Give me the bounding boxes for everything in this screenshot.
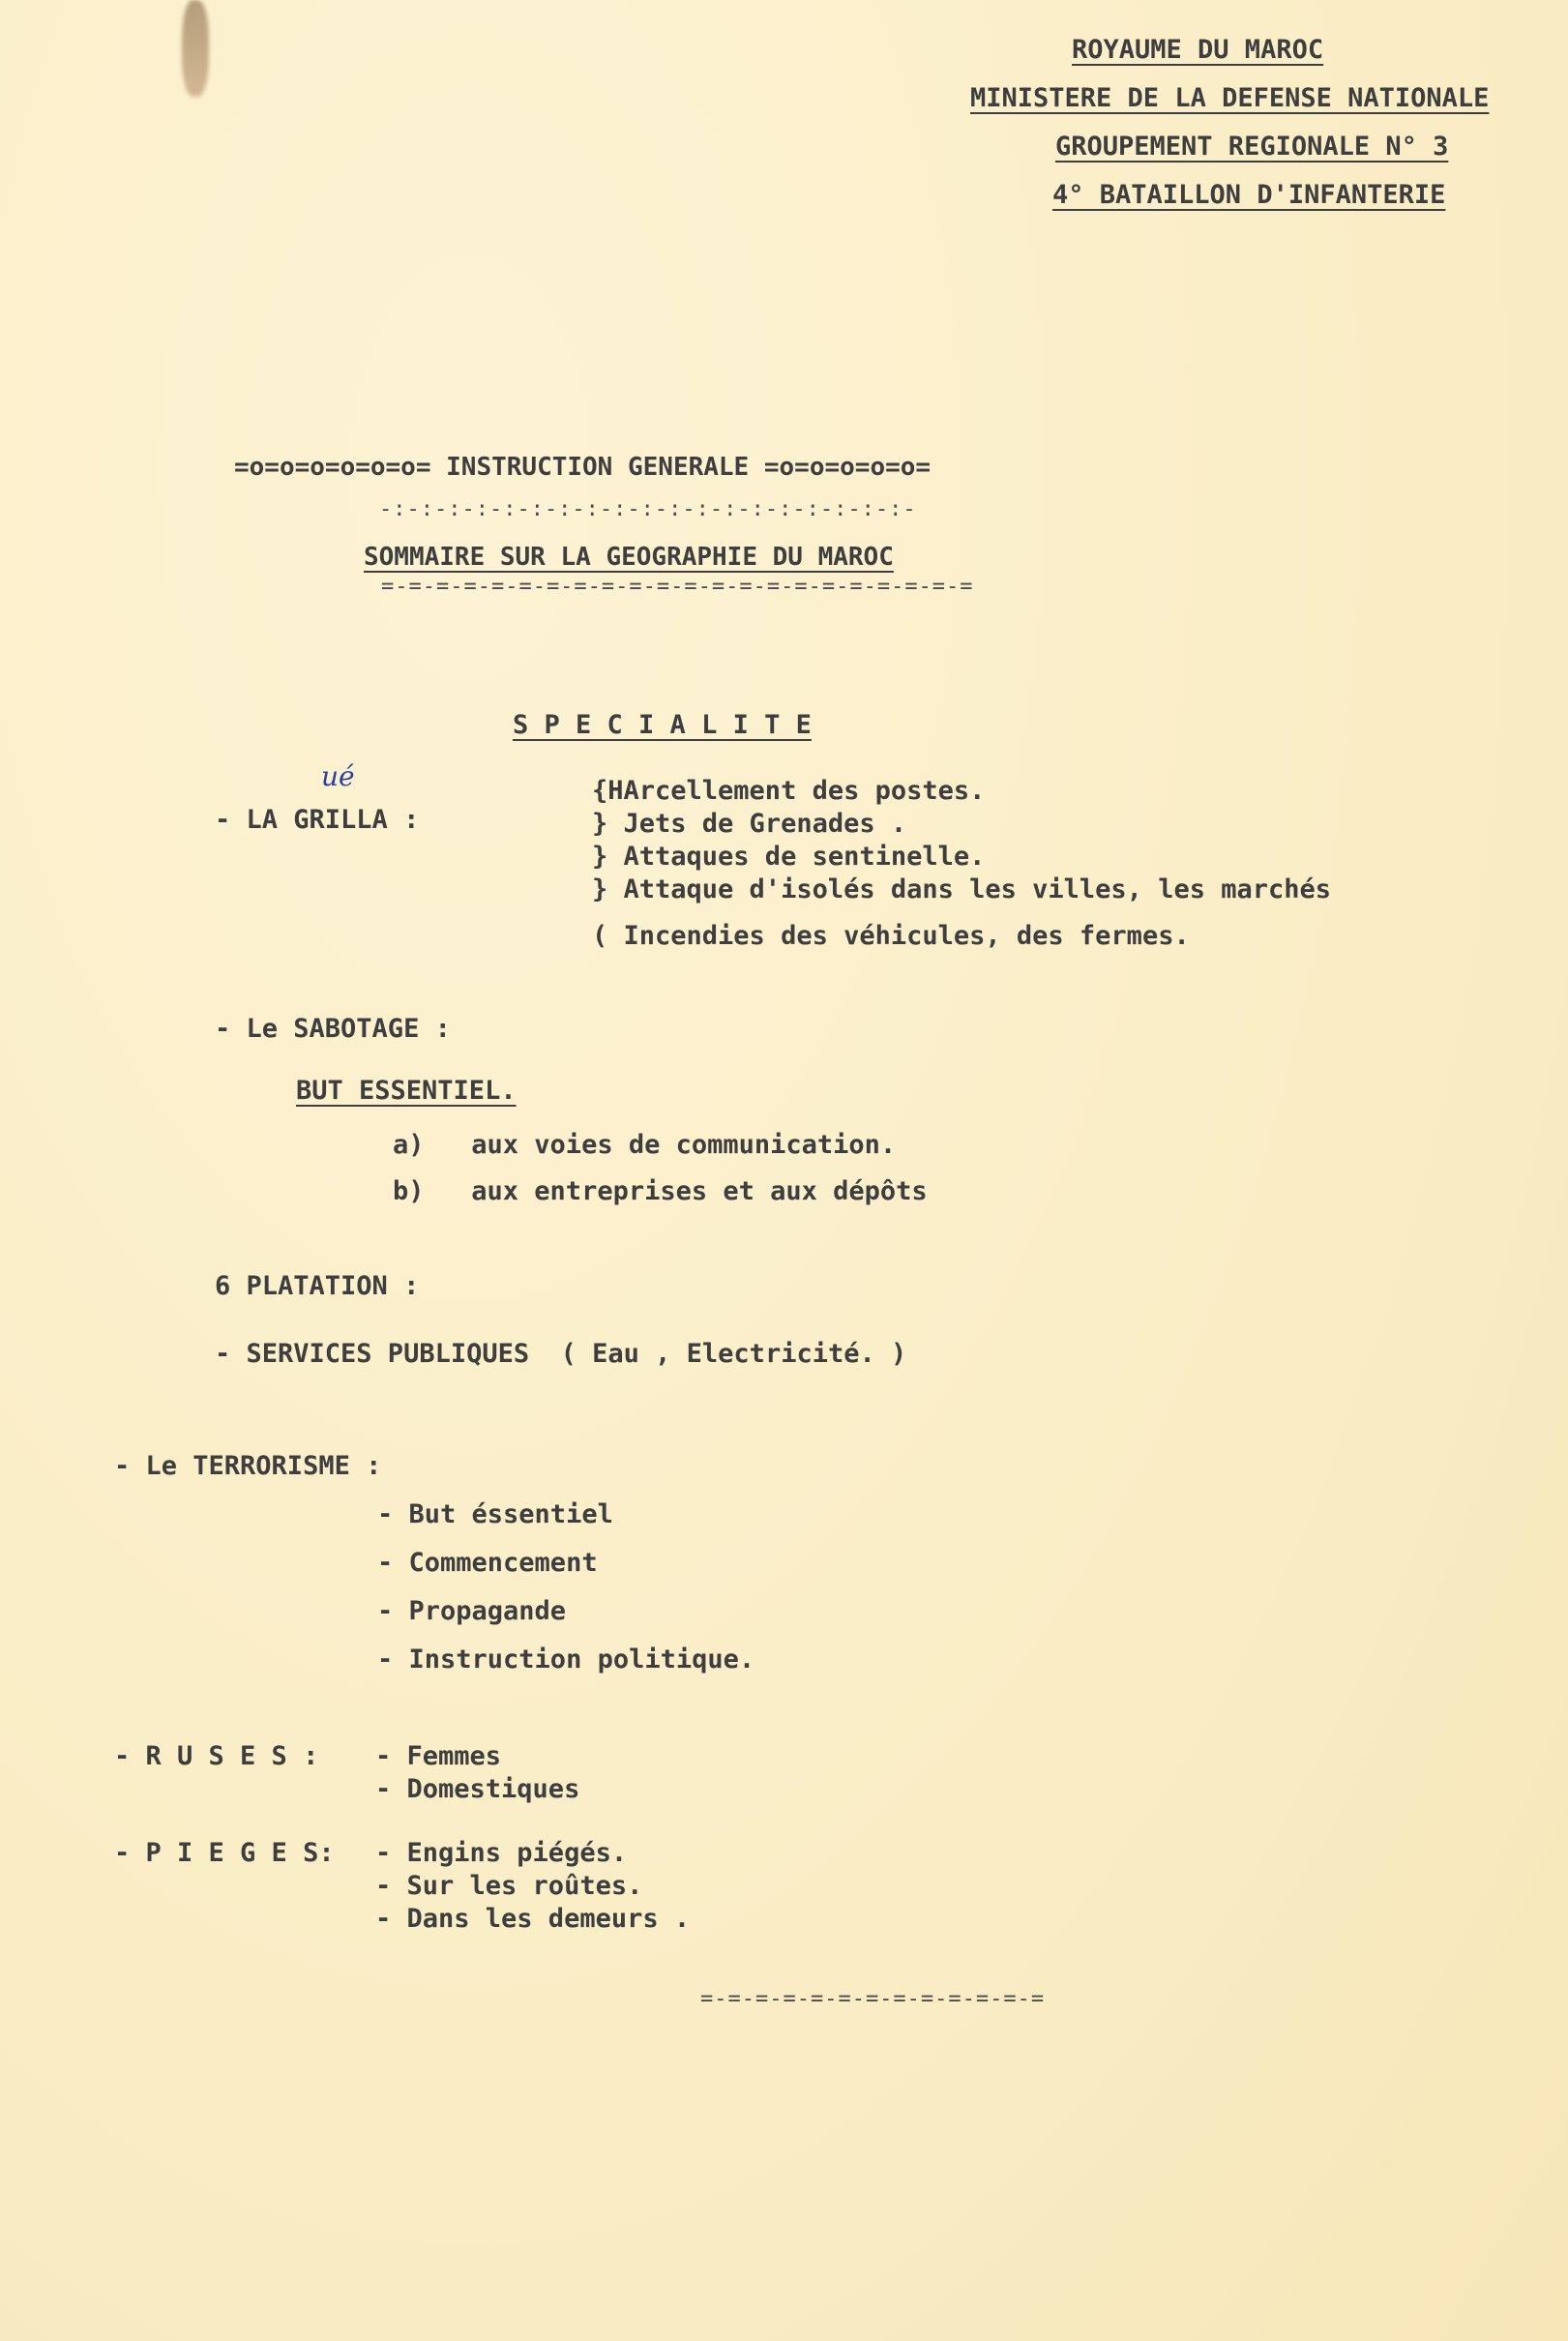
footer-separator: =-=-=-=-=-=-=-=-=-=-=-=-= xyxy=(700,1987,1046,2011)
sabotage-b: b) aux entreprises et aux dépôts xyxy=(393,1176,928,1206)
title-line-2: SOMMAIRE SUR LA GEOGRAPHIE DU MAROC xyxy=(364,543,894,572)
sabotage-a: a) aux voies de communication. xyxy=(393,1130,897,1160)
guerilla-item-3: } Attaques de sentinelle. xyxy=(592,842,986,872)
guerilla-item-2: } Jets de Grenades . xyxy=(592,809,907,839)
terrorisme-item-2: - Commencement xyxy=(377,1548,598,1578)
guerilla-item-1: {HArcellement des postes. xyxy=(592,776,986,806)
section-title: S P E C I A L I T E xyxy=(513,710,812,740)
pieges-item-2: - Sur les roûtes. xyxy=(375,1871,643,1901)
ruses-item-1: - Femmes xyxy=(375,1741,502,1771)
pieges-label: - P I E G E S: xyxy=(114,1838,335,1868)
pieges-item-1: - Engins piégés. xyxy=(375,1838,628,1868)
terrorisme-item-4: - Instruction politique. xyxy=(377,1645,755,1674)
exploitation-services: - SERVICES PUBLIQUES ( Eau , Electricité. ) xyxy=(215,1339,907,1369)
title-line-1: =o=o=o=o=o=o= INSTRUCTION GENERALE =o=o=o=o=o= xyxy=(234,453,932,482)
sabotage-label: - Le SABOTAGE : xyxy=(215,1014,451,1044)
terrorisme-label: - Le TERRORISME : xyxy=(114,1451,382,1481)
guerilla-label: - LA GRILLA : xyxy=(215,805,420,835)
pieges-item-3: - Dans les demeurs . xyxy=(375,1904,691,1934)
sabotage-but: BUT ESSENTIEL. xyxy=(296,1076,517,1106)
terrorisme-item-3: - Propagande xyxy=(377,1596,567,1626)
ruses-label: - R U S E S : xyxy=(114,1741,319,1771)
handwritten-correction: ué xyxy=(321,760,355,792)
header-line-2: MINISTERE DE LA DEFENSE NATIONALE xyxy=(970,83,1490,113)
ruses-item-2: - Domestiques xyxy=(375,1774,580,1804)
guerilla-item-5: ( Incendies des véhicules, des fermes. xyxy=(592,921,1190,951)
title-separator-2: =-=-=-=-=-=-=-=-=-=-=-=-=-=-=-=-=-=-=-=-=-= xyxy=(381,575,974,599)
exploitation-label: 6 PLATATION : xyxy=(215,1271,420,1301)
header-line-4: 4° BATAILLON D'INFANTERIE xyxy=(1052,180,1446,210)
guerilla-item-4: } Attaque d'isolés dans les villes, les marchés xyxy=(592,874,1332,904)
header-line-3: GROUPEMENT REGIONALE N° 3 xyxy=(1055,132,1449,162)
title-separator-1: -:-:-:-:-:-:-:-:-:-:-:-:-:-:-:-:-:-:-:- xyxy=(379,497,917,521)
header-line-1: ROYAUME DU MAROC xyxy=(1072,35,1324,65)
terrorisme-item-1: - But éssentiel xyxy=(377,1499,613,1529)
ink-stain xyxy=(182,0,209,97)
